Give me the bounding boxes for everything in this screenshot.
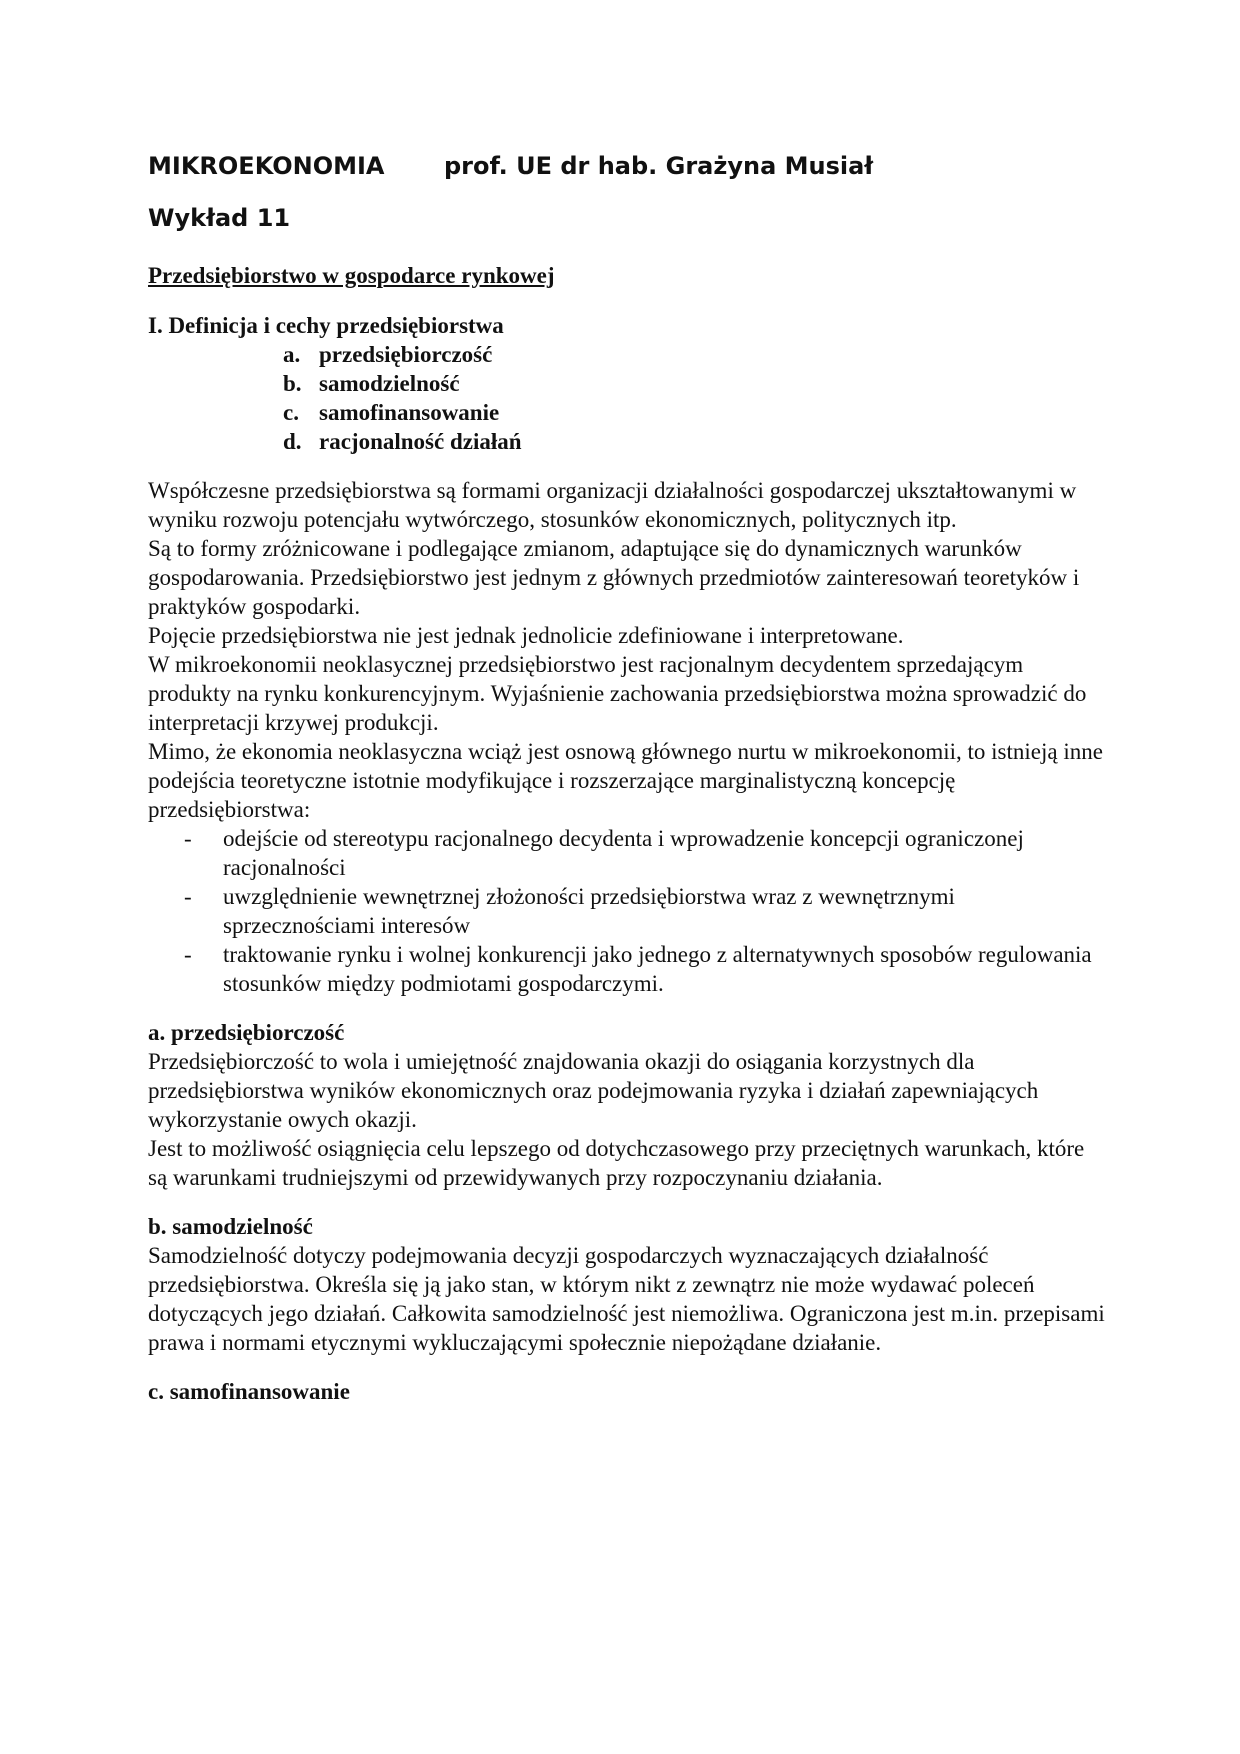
header-line [148,150,1108,182]
dash-marker: - [184,826,192,851]
subsection-body-a [148,1047,1108,1192]
bullet-text: traktowanie rynku i wolnej konkurencji jako jednego z alternatywnych sposobów regulowania stosunków między podmiotami gospodarczymi. [223,942,1092,996]
toc-label: racjonalność działań [319,429,522,454]
dash-marker: - [184,884,192,909]
paragraph: Mimo, że ekonomia neoklasyczna wciąż jest osnową głównego nurtu w mikroekonomii, to istnieją inne podejścia teoretyczne istotnie modyfikujące i rozszerzające marginalistyczną koncepcję przedsiębiorstwa: [148,739,1103,822]
toc-letter: c. [283,400,299,425]
bullet-item [148,824,1108,882]
toc-label: samofinansowanie [319,400,500,425]
subsection-heading-b: b. samodzielność [148,1214,313,1239]
paragraph: Jest to możliwość osiągnięcia celu lepszego od dotychczasowego przy przeciętnych warunkach, które są warunkami trudniejszymi od przewidywanych przy rozpoczynaniu działania. [148,1136,1085,1190]
paragraph: W mikroekonomii neoklasycznej przedsiębiorstwo jest racjonalnym decydentem sprzedającym produkty na rynku konkurencyjnym. Wyjaśnienie zachowania przedsiębiorstwa można sprowadzić do interpretacji krzywej produkcji. [148,652,1087,735]
bullet-item [148,882,1108,940]
document-content [148,150,1108,1406]
bullet-item [148,940,1108,998]
section-title: Przedsiębiorstwo w gospodarce rynkowej [148,263,555,288]
dash-marker: - [184,942,192,967]
toc-list [148,340,1108,456]
lecture-number: Wykład 11 [148,204,291,232]
paragraph: Są to formy zróżnicowane i podlegające zmianom, adaptujące się do dynamicznych warunków gospodarowania. Przedsiębiorstwo jest jednym z głównych przedmiotów zainteresowań teoretyków i praktyków gospodarki. [148,536,1080,619]
toc-label: przedsiębiorczość [319,342,493,367]
lecturer-name: prof. UE dr hab. Grażyna Musiał [444,152,874,180]
bullet-text: uwzględnienie wewnętrznej złożoności przedsiębiorstwa wraz z wewnętrznymi sprzecznościami interesów [223,884,955,938]
toc-label: samodzielność [319,371,460,396]
toc-letter: b. [283,371,302,396]
paragraph: Przedsiębiorczość to wola i umiejętność znajdowania okazji do osiągania korzystnych dla przedsiębiorstwa wyników ekonomicznych oraz podejmowania ryzyka i działań zapewniających wykorzystanie owych okazji. [148,1049,1039,1132]
toc-item [148,369,1108,398]
paragraph: Samodzielność dotyczy podejmowania decyzji gospodarczych wyznaczających działalność przedsiębiorstwa. Określa się ją jako stan, w którym nikt z zewnątrz nie może wydawać poleceń dotyczących jego działań. Całkowita samodzielność jest niemożliwa. Ograniczona jest m.in. przepisami prawa i normami etycznymi wykluczającymi społecznie niepożądane działanie. [148,1243,1105,1355]
toc-item [148,427,1108,456]
toc-letter: a. [283,342,301,367]
course-title: MIKROEKONOMIA [148,152,385,180]
paragraph: Współczesne przedsiębiorstwa są formami organizacji działalności gospodarczej ukształtowanymi w wyniku rozwoju potencjału wytwórczego, stosunków ekonomicznych, politycznych itp. [148,478,1077,532]
subsection-body-b [148,1241,1108,1357]
subsection-heading-a: a. przedsiębiorczość [148,1020,345,1045]
bullet-list [148,824,1108,998]
toc-letter: d. [283,429,302,454]
paragraph: Pojęcie przedsiębiorstwa nie jest jednak jednolicie zdefiniowane i interpretowane. [148,623,904,648]
toc-item [148,398,1108,427]
toc-heading: I. Definicja i cechy przedsiębiorstwa [148,313,504,338]
toc-item [148,340,1108,369]
intro-text [148,476,1108,998]
bullet-text: odejście od stereotypu racjonalnego decydenta i wprowadzenie koncepcji ograniczonej racjonalności [223,826,1024,880]
subsection-heading-c: c. samofinansowanie [148,1379,350,1404]
